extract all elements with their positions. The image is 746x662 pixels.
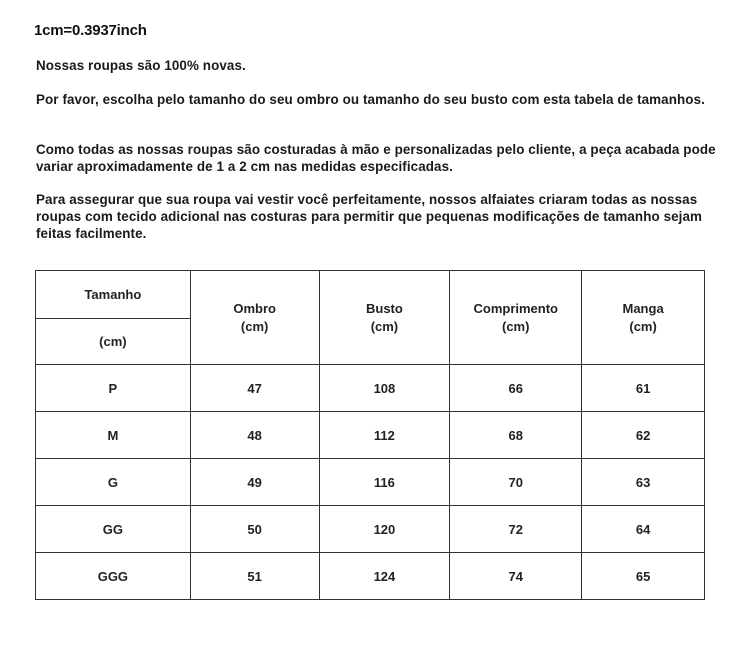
column-header-comprimento-name: Comprimento xyxy=(473,300,558,316)
column-header-ombro-name: Ombro xyxy=(233,300,276,316)
size-header-cell xyxy=(36,271,191,319)
size-cell: GGG xyxy=(36,553,191,600)
table-row xyxy=(36,553,705,600)
column-header-manga xyxy=(582,271,705,365)
manga-cell: 61 xyxy=(582,365,705,412)
table-row xyxy=(36,459,705,506)
busto-cell: 120 xyxy=(319,506,450,553)
size-unit-cell xyxy=(36,319,191,365)
column-header-manga-name: Manga xyxy=(622,300,664,316)
comprimento-cell: 74 xyxy=(450,553,582,600)
busto-cell: 108 xyxy=(319,365,450,412)
comprimento-cell: 72 xyxy=(450,506,582,553)
intro-tailor-allowance: Para assegurar que sua roupa vai vestir você perfeitamente, nossos alfaiates criaram todas as nossas roupas com tecido adicional nas costuras para permitir que pequenas modificações de tamanho sejam feitas facilmente. xyxy=(36,192,703,241)
ombro-cell: 47 xyxy=(190,365,319,412)
manga-cell: 65 xyxy=(582,553,705,600)
column-header-ombro-unit: (cm) xyxy=(240,318,269,334)
intro-new-clothes: Nossas roupas são 100% novas. xyxy=(36,58,246,73)
intro-handmade-variation: Como todas as nossas roupas são costuradas à mão e personalizadas pelo cliente, a peça acabada pode variar aproximadamente de 1 a 2 cm nas medidas especificadas. xyxy=(36,142,716,174)
column-header-busto-name: Busto xyxy=(365,300,403,316)
table-row xyxy=(36,365,705,412)
column-header-manga-unit: (cm) xyxy=(629,318,657,334)
column-header-ombro xyxy=(190,271,319,365)
comprimento-cell: 68 xyxy=(450,412,582,459)
size-chart-table xyxy=(35,270,705,600)
size-cell: G xyxy=(36,459,191,506)
busto-cell: 116 xyxy=(319,459,450,506)
comprimento-cell: 66 xyxy=(450,365,582,412)
busto-cell: 112 xyxy=(319,412,450,459)
size-cell: M xyxy=(36,412,191,459)
intro-choose-size: Por favor, escolha pelo tamanho do seu ombro ou tamanho do seu busto com esta tabela de tamanhos. xyxy=(36,92,705,107)
manga-cell: 64 xyxy=(582,506,705,553)
ombro-cell: 51 xyxy=(190,553,319,600)
ombro-cell: 48 xyxy=(190,412,319,459)
busto-cell: 124 xyxy=(319,553,450,600)
size-cell: P xyxy=(36,365,191,412)
manga-cell: 62 xyxy=(582,412,705,459)
column-header-comprimento-unit: (cm) xyxy=(502,318,530,334)
size-cell: GG xyxy=(36,506,191,553)
conversion-note: 1cm=0.3937inch xyxy=(34,22,147,39)
comprimento-cell: 70 xyxy=(450,459,582,506)
size-unit-label: (cm) xyxy=(99,334,127,349)
ombro-cell: 49 xyxy=(190,459,319,506)
size-header-label: Tamanho xyxy=(84,287,142,302)
manga-cell: 63 xyxy=(582,459,705,506)
column-header-comprimento xyxy=(450,271,582,365)
ombro-cell: 50 xyxy=(190,506,319,553)
table-row xyxy=(36,506,705,553)
table-row xyxy=(36,412,705,459)
column-header-busto xyxy=(319,271,450,365)
column-header-busto-unit: (cm) xyxy=(370,318,399,334)
